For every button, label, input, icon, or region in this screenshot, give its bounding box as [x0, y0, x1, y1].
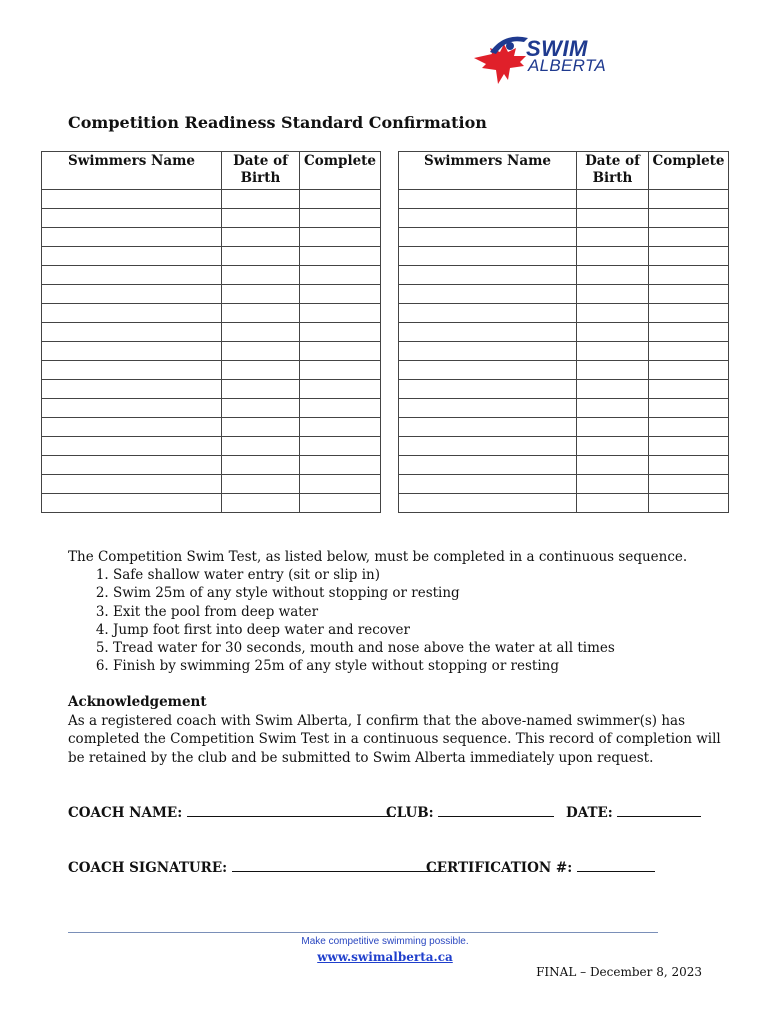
- complete-cell[interactable]: [649, 342, 729, 361]
- table-row: [399, 304, 729, 323]
- table-row: [42, 247, 381, 266]
- complete-cell[interactable]: [300, 323, 381, 342]
- club-blank[interactable]: [438, 802, 554, 817]
- footer-tagline: Make competitive swimming possible.: [301, 936, 469, 947]
- table-row: [42, 456, 381, 475]
- table-row: [399, 190, 729, 209]
- table-row: [399, 456, 729, 475]
- complete-cell[interactable]: [300, 247, 381, 266]
- dob-cell[interactable]: [222, 342, 300, 361]
- table-row: [399, 399, 729, 418]
- table-row: [399, 247, 729, 266]
- complete-cell[interactable]: [300, 380, 381, 399]
- complete-cell[interactable]: [300, 475, 381, 494]
- swim-alberta-logo: [470, 30, 630, 88]
- table-row: [42, 380, 381, 399]
- coach-signature-field[interactable]: [68, 857, 440, 876]
- name-cell[interactable]: [399, 456, 577, 475]
- complete-cell[interactable]: [649, 323, 729, 342]
- table-row: [42, 418, 381, 437]
- logo-swim-text: SWIM: [526, 36, 588, 61]
- complete-cell[interactable]: [300, 399, 381, 418]
- name-cell[interactable]: [42, 190, 222, 209]
- dob-cell[interactable]: [577, 361, 649, 380]
- complete-cell[interactable]: [649, 475, 729, 494]
- document-version: FINAL – December 8, 2023: [536, 965, 702, 979]
- header-date-of-birth: Date of Birth: [222, 152, 300, 190]
- name-cell[interactable]: [42, 228, 222, 247]
- list-item: 1. Safe shallow water entry (sit or slip in): [113, 566, 728, 584]
- instructions-intro: The Competition Swim Test, as listed below, must be completed in a continuous sequence.: [68, 549, 688, 565]
- complete-cell[interactable]: [300, 266, 381, 285]
- complete-cell[interactable]: [300, 285, 381, 304]
- dob-cell[interactable]: [222, 247, 300, 266]
- table-row: [42, 399, 381, 418]
- dob-cell[interactable]: [222, 494, 300, 513]
- dob-cell[interactable]: [577, 418, 649, 437]
- name-cell[interactable]: [399, 266, 577, 285]
- table-row: [399, 266, 729, 285]
- dob-cell[interactable]: [222, 209, 300, 228]
- dob-cell[interactable]: [577, 437, 649, 456]
- name-cell[interactable]: [399, 361, 577, 380]
- table-row: [399, 228, 729, 247]
- complete-cell[interactable]: [300, 342, 381, 361]
- complete-cell[interactable]: [300, 228, 381, 247]
- complete-cell[interactable]: [649, 361, 729, 380]
- table-row: [42, 209, 381, 228]
- header-complete: Complete: [300, 152, 381, 190]
- coach-name-label: COACH NAME:: [68, 805, 183, 821]
- table-row: [399, 494, 729, 513]
- name-cell[interactable]: [42, 361, 222, 380]
- complete-cell[interactable]: [649, 456, 729, 475]
- name-cell[interactable]: [399, 323, 577, 342]
- list-item: 3. Exit the pool from deep water: [113, 603, 728, 621]
- name-cell[interactable]: [399, 228, 577, 247]
- name-cell[interactable]: [42, 380, 222, 399]
- coach-name-field[interactable]: [68, 802, 395, 821]
- dob-cell[interactable]: [577, 342, 649, 361]
- dob-cell[interactable]: [222, 456, 300, 475]
- website-link[interactable]: www.swimalberta.ca: [317, 950, 453, 964]
- name-cell[interactable]: [42, 437, 222, 456]
- table-row: [42, 361, 381, 380]
- acknowledgement-body: As a registered coach with Swim Alberta, I confirm that the above-named swimmer(s) has completed the Competition Swim Test in a continuous sequence. This record of completion will be retained by the club and be submitted to Swim Alberta immediately upon request.: [68, 712, 721, 766]
- table-row: [399, 475, 729, 494]
- header-complete: Complete: [649, 152, 729, 190]
- dob-cell[interactable]: [222, 399, 300, 418]
- table-row: [42, 437, 381, 456]
- complete-cell[interactable]: [649, 266, 729, 285]
- complete-cell[interactable]: [649, 437, 729, 456]
- table-row: [42, 266, 381, 285]
- dob-cell[interactable]: [577, 209, 649, 228]
- dob-cell[interactable]: [577, 304, 649, 323]
- complete-cell[interactable]: [300, 209, 381, 228]
- complete-cell[interactable]: [649, 190, 729, 209]
- header-date-of-birth: Date of Birth: [577, 152, 649, 190]
- acknowledgement-heading: Acknowledgement: [68, 694, 207, 710]
- table-row: [42, 323, 381, 342]
- table-row: [399, 323, 729, 342]
- complete-cell[interactable]: [300, 304, 381, 323]
- dob-cell[interactable]: [222, 228, 300, 247]
- name-cell[interactable]: [42, 475, 222, 494]
- name-cell[interactable]: [399, 399, 577, 418]
- dob-cell[interactable]: [577, 494, 649, 513]
- dob-cell[interactable]: [222, 304, 300, 323]
- complete-cell[interactable]: [649, 285, 729, 304]
- name-cell[interactable]: [399, 380, 577, 399]
- swim-test-instructions: [68, 548, 728, 675]
- complete-cell[interactable]: [649, 209, 729, 228]
- table-row: [399, 418, 729, 437]
- complete-cell[interactable]: [300, 418, 381, 437]
- date-label: DATE:: [566, 805, 613, 821]
- certification-blank[interactable]: [577, 857, 655, 872]
- name-cell[interactable]: [42, 285, 222, 304]
- club-field[interactable]: [386, 802, 554, 821]
- footer-divider: [68, 932, 658, 933]
- certification-field[interactable]: [426, 857, 655, 876]
- dob-cell[interactable]: [577, 475, 649, 494]
- table-row: [42, 475, 381, 494]
- name-cell[interactable]: [399, 437, 577, 456]
- complete-cell[interactable]: [649, 380, 729, 399]
- name-cell[interactable]: [399, 342, 577, 361]
- complete-cell[interactable]: [300, 437, 381, 456]
- dob-cell[interactable]: [577, 399, 649, 418]
- table-row: [42, 285, 381, 304]
- swim-test-steps: [68, 566, 728, 675]
- name-cell[interactable]: [42, 418, 222, 437]
- date-blank[interactable]: [617, 802, 701, 817]
- page-title: Competition Readiness Standard Confirmation: [68, 113, 487, 132]
- name-cell[interactable]: [399, 494, 577, 513]
- dob-cell[interactable]: [222, 418, 300, 437]
- name-cell[interactable]: [42, 323, 222, 342]
- coach-signature-blank[interactable]: [232, 857, 440, 872]
- dob-cell[interactable]: [222, 266, 300, 285]
- table-row: [399, 209, 729, 228]
- name-cell[interactable]: [399, 190, 577, 209]
- list-item: 4. Jump foot first into deep water and recover: [113, 621, 728, 639]
- date-field[interactable]: [566, 802, 701, 821]
- dob-cell[interactable]: [577, 380, 649, 399]
- logo-alberta-text: ALBERTA: [528, 56, 607, 75]
- name-cell[interactable]: [399, 285, 577, 304]
- dob-cell[interactable]: [577, 228, 649, 247]
- dob-cell[interactable]: [222, 475, 300, 494]
- list-item: 5. Tread water for 30 seconds, mouth and nose above the water at all times: [113, 639, 728, 657]
- list-item: 6. Finish by swimming 25m of any style without stopping or resting: [113, 657, 728, 675]
- roster-table-left: [41, 151, 381, 513]
- name-cell[interactable]: [399, 475, 577, 494]
- table-row: [399, 342, 729, 361]
- name-cell[interactable]: [399, 418, 577, 437]
- club-label: CLUB:: [386, 805, 434, 821]
- complete-cell[interactable]: [649, 418, 729, 437]
- name-cell[interactable]: [42, 399, 222, 418]
- table-row: [399, 361, 729, 380]
- complete-cell[interactable]: [649, 247, 729, 266]
- dob-cell[interactable]: [222, 380, 300, 399]
- table-row: [42, 342, 381, 361]
- name-cell[interactable]: [42, 247, 222, 266]
- complete-cell[interactable]: [649, 494, 729, 513]
- table-row: [399, 285, 729, 304]
- table-row: [42, 228, 381, 247]
- dob-cell[interactable]: [222, 190, 300, 209]
- dob-cell[interactable]: [222, 285, 300, 304]
- complete-cell[interactable]: [300, 361, 381, 380]
- dob-cell[interactable]: [577, 247, 649, 266]
- complete-cell[interactable]: [300, 494, 381, 513]
- header-swimmers-name: Swimmers Name: [399, 152, 577, 190]
- list-item: 2. Swim 25m of any style without stopping or resting: [113, 584, 728, 602]
- complete-cell[interactable]: [300, 456, 381, 475]
- name-cell[interactable]: [399, 247, 577, 266]
- complete-cell[interactable]: [649, 304, 729, 323]
- dob-cell[interactable]: [222, 323, 300, 342]
- table-row: [399, 437, 729, 456]
- certification-label: CERTIFICATION #:: [426, 860, 573, 876]
- name-cell[interactable]: [42, 456, 222, 475]
- dob-cell[interactable]: [577, 456, 649, 475]
- table-row: [42, 304, 381, 323]
- name-cell[interactable]: [42, 304, 222, 323]
- coach-signature-label: COACH SIGNATURE:: [68, 860, 228, 876]
- table-row: [42, 494, 381, 513]
- complete-cell[interactable]: [649, 228, 729, 247]
- name-cell[interactable]: [42, 494, 222, 513]
- acknowledgement-section: [68, 693, 728, 767]
- name-cell[interactable]: [42, 209, 222, 228]
- name-cell[interactable]: [399, 304, 577, 323]
- table-row: [399, 380, 729, 399]
- dob-cell[interactable]: [577, 323, 649, 342]
- table-row: [42, 190, 381, 209]
- header-swimmers-name: Swimmers Name: [42, 152, 222, 190]
- complete-cell[interactable]: [300, 190, 381, 209]
- name-cell[interactable]: [399, 209, 577, 228]
- roster-table-right: [398, 151, 729, 513]
- name-cell[interactable]: [42, 342, 222, 361]
- dob-cell[interactable]: [577, 190, 649, 209]
- dob-cell[interactable]: [577, 285, 649, 304]
- complete-cell[interactable]: [649, 399, 729, 418]
- coach-name-blank[interactable]: [187, 802, 395, 817]
- name-cell[interactable]: [42, 266, 222, 285]
- dob-cell[interactable]: [222, 361, 300, 380]
- dob-cell[interactable]: [577, 266, 649, 285]
- dob-cell[interactable]: [222, 437, 300, 456]
